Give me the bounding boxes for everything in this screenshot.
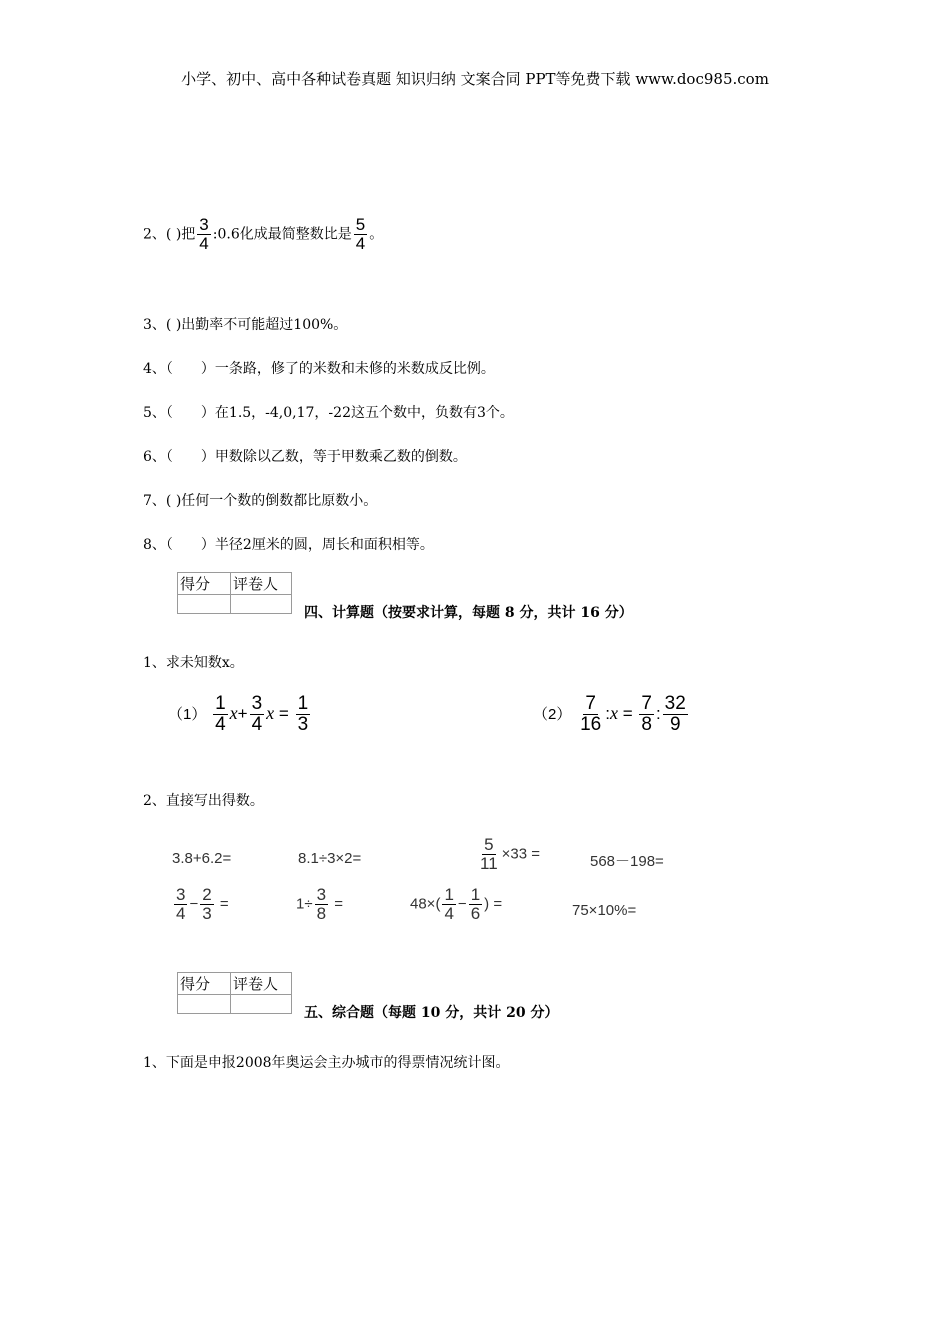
calc-7-fraction-1: $\frac{1}{4}$ — [444, 885, 454, 923]
score-label: 得分 — [178, 573, 231, 595]
fraction-3-4: $\frac{3}{4}$ — [199, 215, 209, 253]
calc-1: 3.8+6.2= — [172, 850, 232, 867]
calc-7: 48×( $\frac{1}{4}$ − $\frac{1}{6}$ ) = — [410, 885, 503, 923]
calc-7-fraction-2: $\frac{1}{6}$ — [470, 885, 481, 923]
calc-3-fraction: $\frac{5}{11}$ — [480, 835, 498, 873]
calc-2: 8.1÷3×2= — [298, 850, 362, 867]
grader-cell[interactable] — [231, 995, 292, 1014]
grader-label: 评卷人 — [231, 573, 292, 595]
section-5-q1: 1、下面是申报2008年奥运会主办城市的得票情况统计图。 — [143, 1055, 510, 1071]
grader-cell[interactable] — [231, 595, 292, 614]
question-5: 5、（ ）在1.5，-4,0,17，-22这五个数中，负数有3个。 — [143, 405, 514, 421]
question-2: 2、( )把 $\frac{3}{4}$ :0.6化成最简整数比是 $\frac{5}{4}$ 。 — [143, 215, 384, 253]
section-5-title: 五、综合题（每题 10 分，共计 20 分） — [304, 1005, 559, 1021]
question-7: 7、( )任何一个数的倒数都比原数小。 — [143, 493, 378, 509]
question-2-middle: :0.6化成最简整数比是 — [212, 226, 352, 243]
question-3: 3、( )出勤率不可能超过100%。 — [143, 317, 348, 333]
score-cell[interactable] — [178, 595, 231, 614]
calc-4: 568－198= — [590, 853, 664, 870]
page-header: 小学、初中、高中各种试卷真题 知识归纳 文案合同 PPT等免费下载 www.doc985.com — [181, 70, 769, 88]
section-4-q1: 1、求未知数x。 — [143, 655, 244, 671]
eq2-fraction-1: $\frac{7}{16}$ — [580, 693, 602, 735]
calc-5-fraction-1: $\frac{3}{4}$ — [176, 885, 186, 923]
calc-8: 75×10%= — [572, 902, 637, 919]
grader-label: 评卷人 — [231, 973, 292, 995]
calc-6: 1÷ $\frac{3}{8}$ = — [296, 885, 343, 923]
eq2-fraction-3: $\frac{32}{9}$ — [664, 693, 686, 735]
calc-3: $\frac{5}{11}$ ×33 = — [480, 835, 541, 873]
section-4-q2: 2、直接写出得数。 — [143, 793, 264, 809]
score-label: 得分 — [178, 973, 231, 995]
eq2-fraction-2: $\frac{7}{8}$ — [641, 693, 652, 735]
question-6: 6、（ ）甲数除以乙数，等于甲数乘乙数的倒数。 — [143, 449, 467, 465]
question-4: 4、（ ）一条路，修了的米数和未修的米数成反比例。 — [143, 361, 495, 377]
calc-5-fraction-2: $\frac{2}{3}$ — [202, 885, 212, 923]
eq1-fraction-1: $\frac{1}{4}$ — [215, 693, 226, 735]
eq1-fraction-2: $\frac{3}{4}$ — [251, 693, 263, 735]
score-box — [177, 572, 292, 614]
section-4-title: 四、计算题（按要求计算，每题 8 分，共计 16 分） — [304, 605, 633, 621]
fraction-5-4: $\frac{5}{4}$ — [355, 215, 366, 253]
score-box-2 — [177, 972, 292, 1014]
equation-1: （1） $\frac{1}{4}$ x+ $\frac{3}{4}$ x = $\frac{1}{3}$ — [168, 693, 309, 735]
equation-2: （2） $\frac{7}{16}$ :x = $\frac{7}{8}$ : $\frac{32}{9}$ — [533, 693, 686, 735]
calc-6-fraction: $\frac{3}{8}$ — [316, 885, 327, 923]
score-cell[interactable] — [178, 995, 231, 1014]
calc-5: $\frac{3}{4}$ − $\frac{2}{3}$ = — [176, 885, 229, 923]
eq1-fraction-3: $\frac{1}{3}$ — [297, 693, 309, 735]
question-8: 8、（ ）半径2厘米的圆，周长和面积相等。 — [143, 537, 434, 553]
question-2-prefix: 2、( )把 — [143, 226, 196, 243]
